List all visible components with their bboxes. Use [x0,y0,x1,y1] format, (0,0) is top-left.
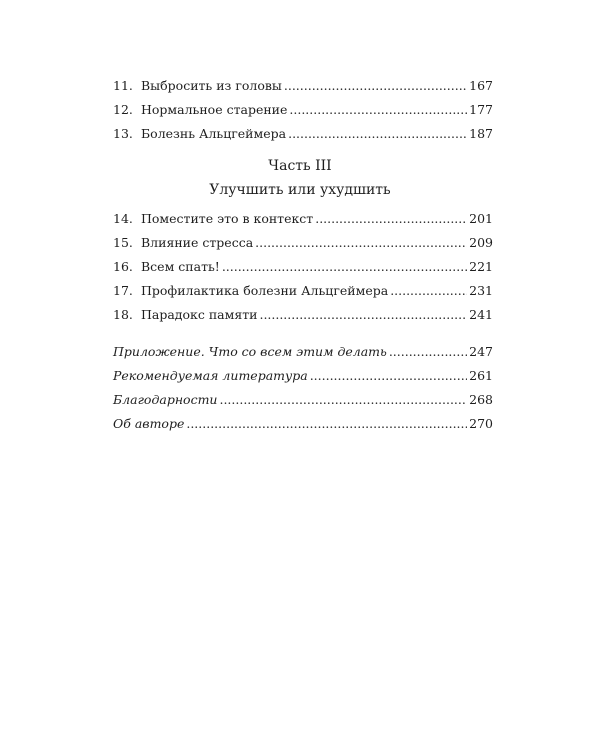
toc-entry-about-author[interactable] [113,412,493,436]
toc-entry-acknowledgements[interactable] [113,388,493,412]
chapter-title: Парадокс памяти [141,307,258,322]
page-number: 201 [469,211,493,226]
dot-leader [315,207,467,231]
toc-entry-15[interactable] [113,231,493,255]
dot-leader [222,255,467,279]
backmatter-title: Благодарности [113,392,218,407]
backmatter-title: Рекомендуемая литература [113,368,308,383]
chapter-title: Болезнь Альцгеймера [141,126,287,141]
dot-leader [259,303,467,327]
dot-leader [186,412,467,436]
page-number: 209 [469,235,493,250]
chapter-title: Нормальное старение [141,102,288,117]
dot-leader [288,122,467,146]
toc-entry-11[interactable] [113,74,493,98]
toc-entry-18[interactable] [113,303,493,327]
toc-entry-14[interactable] [113,207,493,231]
chapter-title: Выбросить из головы [141,78,282,93]
chapter-number: 15. [113,235,133,250]
chapter-title: Всем спать! [141,259,220,274]
dot-leader [219,388,467,412]
page-number: 177 [469,102,493,117]
chapter-title: Влияние стресса [141,235,254,250]
backmatter-title: Приложение. Что со всем этим делать [113,344,387,359]
toc-entry-reading[interactable] [113,364,493,388]
chapter-number: 13. [113,126,133,141]
page-number: 241 [469,307,493,322]
toc-entry-17[interactable] [113,279,493,303]
page-number: 268 [469,392,493,407]
dot-leader [255,231,467,255]
part-label: Часть III [268,158,332,174]
chapter-number: 17. [113,283,133,298]
chapter-number: 12. [113,102,133,117]
toc-entry-appendix[interactable] [113,340,493,364]
chapter-title: Профилактика болезни Альцгеймера [141,283,389,298]
page-number: 261 [469,368,493,383]
chapter-title: Поместите это в контекст [141,211,314,226]
chapter-number: 16. [113,259,133,274]
part-title: Улучшить или ухудшить [209,182,391,198]
toc-entry-12[interactable] [113,98,493,122]
page-number: 221 [469,259,493,274]
dot-leader [289,98,467,122]
page-number: 231 [469,283,493,298]
toc-entry-13[interactable] [113,122,493,146]
page-number: 247 [469,344,493,359]
toc-section-top [113,74,493,146]
chapter-number: 18. [113,307,133,322]
toc-section-back [113,340,493,436]
dot-leader [389,340,467,364]
dot-leader [390,279,467,303]
toc-section-part3 [113,207,493,327]
page-number: 187 [469,126,493,141]
chapter-number: 11. [113,78,133,93]
backmatter-title: Об авторе [113,416,185,431]
dot-leader [284,74,467,98]
page-number: 167 [469,78,493,93]
dot-leader [310,364,467,388]
page-number: 270 [469,416,493,431]
toc-entry-16[interactable] [113,255,493,279]
chapter-number: 14. [113,211,133,226]
